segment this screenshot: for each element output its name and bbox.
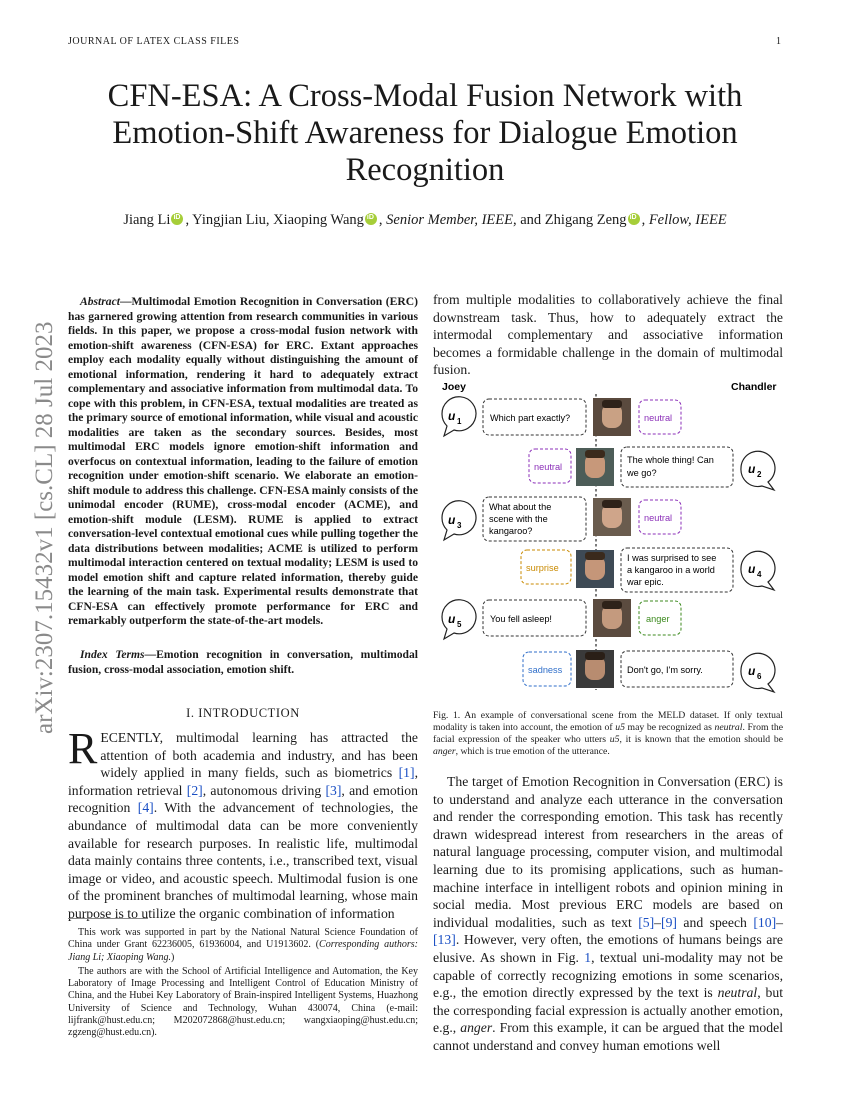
svg-text:u: u — [748, 562, 756, 576]
svg-text:4: 4 — [757, 570, 762, 579]
svg-text:anger: anger — [646, 614, 670, 624]
footnote-rule — [68, 918, 148, 919]
svg-text:6: 6 — [757, 672, 762, 681]
citation-link[interactable]: [13] — [433, 932, 456, 948]
intro-paragraph: RECENTLY, multimodal learning has attracted the attention of both academia and industry, and has been widely applied in many fields, such as biometrics [1], information retrieval [2], autonomous driving [3], and emotion recognition [4]. With the advancement of technologies, the abundance of multimodal data can be more conveniently available for research purposes. In realistic life, multimodal data mainly contains three contents, i.e., transcribed text, visual image or video, and acoustic speech. Multimodal fusion is one of the prominent branches of multimodal learning, whose main purpose is to utilize the organic combination of information — [68, 724, 418, 921]
svg-text:neutral: neutral — [534, 462, 563, 472]
erc-paragraph: The target of Emotion Recognition in Conversation (ERC) is to understand and analyze each utterance in the conversation and render the corresponding emotion. This task has recently drawn widespread interest from researchers in the areas of natural language processing, computer vision, and multimodal learning due to its promising applications, such as human-machine interface in intelligent robots and opinion mining in social media. Most previous ERC models are based on individual modalities, such as text [5]–[9] and speech [10]–[13]. However, very often, the emotions of humans beings are elusive. As shown in Fig. 1, textual uni-modality may not be capable of correctly recognizing emotions in some scenarios, e.g., the emotion directly expressed by the text is neutral, but the corresponding facial expression is actually another emotion, e.g., anger. From this example, it can be argued that the model cannot understand and convey human emotions well — [433, 774, 784, 1053]
section-title: I. INTRODUCTION — [186, 706, 300, 720]
svg-text:The whole thing! Can: The whole thing! Can — [627, 455, 714, 465]
svg-text:u: u — [748, 664, 756, 678]
svg-text:What about the: What about the — [489, 502, 552, 512]
figure-caption: Fig. 1. An example of conversational scene from the MELD dataset. If only textual modality is taken into account, the emotion of u5 may be recognized as neutral. From the facial expression of the speaker who utters u5, it is known that the emotion should be anger, which is true emotion of the utterance. — [433, 710, 783, 757]
abstract-text: —Multimodal Emotion Recognition in Conversation (ERC) has garnered growing attention from research communities in various fields. In this paper, we propose a cross-modal fusion network with emotion-shift awareness (CFN-ESA) for ERC. Extant approaches employ each modality equally without distinguishing the amount of emotional information, rendering it hard to adequately extract complementary and associative information from multimodal data. To cope with this problem, in CFN-ESA, textual modalities are treated as the primary source of emotional information, while visual and acoustic modalities are taken as the secondary sources. Besides, most multimodal ERC models ignore emotion-shift information and overfocus on contextual information, leading to the failure of emotion recognition under emotion-shift scenario. We elaborate an emotion-shift module to address this challenge. CFN-ESA mainly consists of the unimodal encoder (RUME), cross-modal encoder (ACME), and emotion-shift module (LESM). RUME is applied to extract conversation-level contextual emotional cues while pulling together the data distributions between modalities; ACME is utilized to perform multimodal interaction centered on textual modality; LESM is used to model emotion shift and capture related information, thereby guide the learning of the main task. Experimental results demonstrate that CFN-ESA can effectively promote performance for ERC and remarkably outperform the state-of-the-art models. — [68, 295, 418, 627]
svg-text:sadness: sadness — [528, 665, 563, 675]
citation-link[interactable]: [3] — [325, 782, 342, 798]
utterance-u1 — [442, 397, 681, 436]
svg-text:5: 5 — [457, 620, 462, 629]
svg-text:You fell asleep!: You fell asleep! — [490, 614, 552, 624]
svg-text:3: 3 — [457, 521, 462, 530]
orcid-icon[interactable] — [365, 213, 377, 225]
index-terms: Index Terms—Emotion recognition in conversation, multimodal fusion, cross-modal association, emotion shift. — [68, 648, 419, 676]
citation-link[interactable]: [4] — [137, 800, 154, 816]
svg-text:scene with the: scene with the — [489, 514, 548, 524]
utterance-u6 — [523, 650, 775, 692]
svg-text:kangaroo?: kangaroo? — [489, 526, 533, 536]
drop-cap: R — [68, 724, 98, 773]
abstract-label: Abstract — [80, 295, 120, 308]
utterance-u3 — [442, 497, 681, 541]
svg-text:we go?: we go? — [627, 468, 657, 478]
svg-text:neutral: neutral — [644, 413, 673, 423]
affiliation-note: The authors are with the School of Artificial Intelligence and Automation, the Key Laboratory of Image Processing and Intelligent Control of Education Ministry of China, and the Hubei Key Laboratory of Brain-inspired Intelligent Systems, Huazhong University of Science and Technology, Wuhan 430074, China (e-mail: lijfrank@hust.edu.cn; M202072868@hust.edu.cn; wangxiaoping@hust.edu.cn; zgzeng@hust.edu.cn). — [68, 965, 418, 1039]
utterance-u5 — [442, 599, 681, 639]
svg-text:war epic.: war epic. — [627, 577, 664, 587]
author-name: Jiang Li — [123, 212, 171, 228]
utterance-text-box — [621, 447, 733, 487]
svg-text:Don't go, I'm sorry.: Don't go, I'm sorry. — [627, 665, 703, 675]
citation-link[interactable]: [1] — [398, 765, 415, 781]
svg-text:Which part exactly?: Which part exactly? — [490, 413, 571, 423]
abstract — [68, 295, 418, 629]
author-line: Jiang LiiD , Yingjian Liu, Xiaoping WangiD , Senior Member, IEEE, and Zhigang ZengiD , Fellow, IEEE — [60, 212, 790, 229]
svg-text:2: 2 — [757, 470, 762, 479]
figure-link[interactable]: 1 — [584, 949, 592, 965]
svg-text:u: u — [448, 513, 456, 527]
page-number: 1 — [776, 36, 782, 47]
svg-text:neutral: neutral — [644, 513, 673, 523]
citation-link[interactable]: [5] — [638, 914, 655, 930]
speaker-joey: Joey — [442, 381, 466, 393]
citation-link[interactable]: [10] — [753, 914, 777, 930]
svg-text:I was surprised to see: I was surprised to see — [627, 553, 717, 563]
funding-note: This work was supported in part by the National Natural Science Foundation of China under Grant 62236005, 61936004, and U1913602. (Corresponding authors: Jiang Li; Xiaoping Wang.) — [68, 927, 418, 963]
utterance-u4 — [521, 548, 775, 592]
conversation-figure — [436, 372, 781, 697]
speaker-chandler: Chandler — [731, 381, 777, 393]
running-header: JOURNAL OF LATEX CLASS FILES — [68, 36, 240, 47]
svg-text:u: u — [448, 612, 456, 626]
paper-title: CFN-ESA: A Cross-Modal Fusion Network with Emotion-Shift Awareness for Dialogue Emotion Recognition — [107, 78, 743, 188]
index-terms-label: Index Terms — [80, 648, 145, 661]
svg-text:surprise: surprise — [526, 563, 559, 573]
svg-text:1: 1 — [457, 417, 462, 426]
svg-text:u: u — [748, 462, 756, 476]
orcid-icon[interactable] — [171, 213, 183, 225]
orcid-icon[interactable] — [628, 213, 640, 225]
svg-text:u: u — [448, 409, 456, 423]
arxiv-identifier: arXiv:2307.15432v1 [cs.CL] 28 Jul 2023 — [31, 321, 58, 734]
svg-text:a kangaroo in a world: a kangaroo in a world — [627, 565, 715, 575]
utterance-u2 — [529, 447, 775, 490]
right-column-text: from multiple modalities to collaboratively achieve the final downstream task. Thus, how to adequately extract the intermodal complementary and associative information becomes a formidable challenge in the domain of multimodal fusion. — [433, 292, 783, 378]
citation-link[interactable]: [2] — [186, 782, 203, 798]
citation-link[interactable]: [9] — [661, 914, 677, 930]
footnote — [68, 927, 418, 1042]
